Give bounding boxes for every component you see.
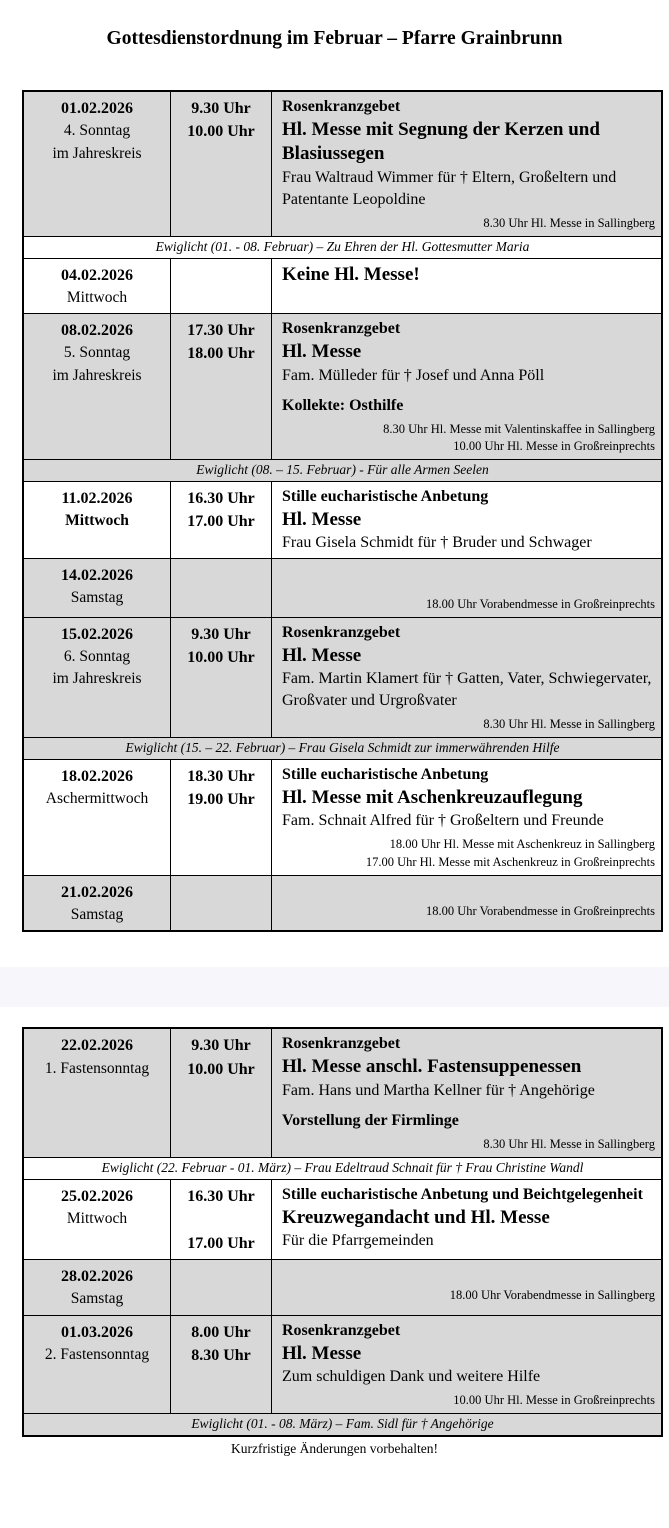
document-page: [0, 28, 669, 1528]
time-cell: [171, 91, 272, 236]
date-subtext: Samstag: [70, 905, 124, 923]
date-text: 11.02.2026: [61, 490, 133, 508]
date-subtext: Mittwoch: [66, 1209, 128, 1227]
content-cell: [272, 1315, 663, 1413]
service-line: Hl. Messe: [282, 341, 362, 363]
ewiglicht-cell: [23, 1157, 662, 1179]
location-note: 8.30 Uhr Hl. Messe in Sallingberg: [483, 1136, 655, 1151]
time-text: 17.00 Uhr: [187, 513, 255, 531]
content-cell: [272, 1028, 663, 1157]
date-text: 01.02.2026: [61, 100, 133, 117]
date-cell: [23, 1315, 171, 1413]
service-line: Hl. Messe mit Segnung der Kerzen und Blasiussegen: [282, 119, 600, 165]
date-text: 08.02.2026: [61, 322, 133, 340]
location-notes: [282, 712, 655, 734]
date-text: 18.02.2026: [61, 767, 133, 785]
date-subtext: 6. Sonntag: [63, 647, 131, 665]
date-subtext: Samstag: [70, 1290, 124, 1308]
service-row: [23, 1028, 662, 1157]
date-text: 15.02.2026: [61, 625, 133, 643]
time-cell: [171, 759, 272, 875]
service-line: Rosenkranzgebet: [282, 1321, 401, 1339]
location-note: 10.00 Uhr Hl. Messe in Großreinprechts: [453, 439, 655, 454]
date-subtext: 5. Sonntag: [63, 344, 131, 362]
date-text: 21.02.2026: [61, 883, 133, 901]
ewiglicht-text: Ewiglicht (15. – 22. Februar) – Frau Gisela Schmidt zur immerwährenden Hilfe: [125, 739, 560, 755]
service-row: [23, 314, 662, 460]
date-cell: [23, 258, 171, 314]
location-notes: [282, 211, 655, 233]
service-line: Frau Gisela Schmidt für † Bruder und Schwager: [282, 534, 592, 552]
time-cell: [171, 314, 272, 460]
ewiglicht-text: Ewiglicht (22. Februar - 01. März) – Frau Edeltraud Schnait für † Frau Christine Wandl: [101, 1159, 584, 1175]
location-notes: [282, 832, 655, 872]
location-note: 18.00 Uhr Vorabendmesse in Großreinprechts: [425, 596, 655, 611]
time-cell: [171, 558, 272, 617]
content-cell: [272, 875, 663, 931]
ewiglicht-row: [23, 236, 662, 258]
date-text: 14.02.2026: [61, 566, 133, 584]
service-line: Für die Pfarrgemeinden: [282, 1231, 434, 1249]
service-line: Fam. Martin Klamert für † Gatten, Vater, Schwiegervater, Großvater und Urgroßvater: [282, 669, 652, 710]
location-notes: [282, 592, 655, 614]
time-cell: [171, 482, 272, 558]
service-line: Rosenkranzgebet: [282, 320, 401, 338]
location-note: 8.30 Uhr Hl. Messe mit Valentinskaffee in Sallingberg: [383, 421, 655, 436]
time-text: 19.00 Uhr: [187, 790, 255, 808]
service-line: Rosenkranzgebet: [282, 623, 401, 641]
service-line: Fam. Mülleder für † Josef und Anna Pöll: [282, 366, 545, 384]
service-line: Hl. Messe: [282, 644, 362, 666]
content-cell: [272, 1259, 663, 1315]
schedule-table-february: [22, 90, 655, 932]
location-notes: [282, 1132, 655, 1154]
date-subtext: Mittwoch: [65, 512, 129, 530]
service-row: [23, 558, 662, 617]
service-line: Hl. Messe anschl. Fastensuppenessen: [282, 1056, 582, 1078]
location-notes: [282, 1283, 655, 1305]
ewiglicht-text: Ewiglicht (01. - 08. März) – Fam. Sidl für † Angehörige: [191, 1415, 494, 1431]
date-cell: [23, 875, 171, 931]
service-row: [23, 258, 662, 314]
footer-note: Kurzfristige Änderungen vorbehalten!: [231, 1440, 438, 1456]
date-cell: [23, 617, 171, 737]
time-text: 17.30 Uhr: [187, 322, 255, 340]
date-text: 28.02.2026: [61, 1267, 133, 1285]
time-cell: [171, 1259, 272, 1315]
service-line: Stille eucharistische Anbetung: [282, 765, 489, 783]
location-note: 18.00 Uhr Vorabendmesse in Großreinprechts: [425, 903, 655, 918]
date-cell: [23, 314, 171, 460]
date-subtext: Samstag: [70, 588, 124, 606]
content-cell: [272, 558, 663, 617]
date-text: 01.03.2026: [61, 1323, 133, 1341]
service-line: Zum schuldigen Dank und weitere Hilfe: [282, 1367, 541, 1385]
service-line: Rosenkranzgebet: [282, 98, 401, 115]
date-cell: [23, 1179, 171, 1259]
date-subtext: im Jahreskreis: [52, 366, 142, 384]
content-cell: [272, 617, 663, 737]
ewiglicht-text: Ewiglicht (08. – 15. Februar) - Für alle Armen Seelen: [196, 462, 489, 478]
service-row: [23, 617, 662, 737]
service-row: [23, 1315, 662, 1413]
time-text: 9.30 Uhr: [191, 1037, 251, 1055]
service-row: [23, 1259, 662, 1315]
content-cell: [272, 258, 663, 314]
time-text: 10.00 Uhr: [187, 1060, 255, 1078]
service-line: Hl. Messe mit Aschenkreuzauflegung: [282, 786, 583, 808]
date-subtext: im Jahreskreis: [52, 670, 142, 688]
location-note: 8.30 Uhr Hl. Messe in Sallingberg: [483, 215, 655, 230]
service-row: [23, 1179, 662, 1259]
time-cell: [171, 617, 272, 737]
time-cell: [171, 258, 272, 314]
date-subtext: Mittwoch: [66, 288, 128, 306]
time-text: 18.30 Uhr: [187, 767, 255, 785]
schedule-table: [22, 90, 663, 932]
service-line: Kreuzwegandacht und Hl. Messe: [282, 1206, 550, 1228]
time-text: 8.30 Uhr: [191, 1346, 251, 1364]
content-cell: [272, 482, 663, 558]
location-notes: [282, 1388, 655, 1410]
time-cell: [171, 1315, 272, 1413]
service-line: Hl. Messe: [282, 509, 362, 531]
date-cell: [23, 1028, 171, 1157]
ewiglicht-row: [23, 737, 662, 759]
ewiglicht-cell: [23, 1413, 662, 1435]
service-line: Keine Hl. Messe!: [282, 263, 420, 285]
ewiglicht-cell: [23, 460, 662, 482]
ewiglicht-cell: [23, 737, 662, 759]
date-text: 22.02.2026: [61, 1037, 133, 1055]
date-text: 04.02.2026: [61, 266, 133, 284]
service-line: Rosenkranzgebet: [282, 1035, 401, 1053]
service-row: [23, 482, 662, 558]
location-note: 18.00 Uhr Vorabendmesse in Sallingberg: [449, 1288, 655, 1303]
service-line: Stille eucharistische Anbetung und Beichtgelegenheit: [282, 1185, 643, 1203]
ewiglicht-row: [23, 1413, 662, 1435]
content-cell: [272, 91, 663, 236]
location-note: 10.00 Uhr Hl. Messe in Großreinprechts: [453, 1393, 655, 1408]
time-text: 8.00 Uhr: [191, 1323, 251, 1341]
service-row: [23, 875, 662, 931]
time-text: 9.30 Uhr: [191, 100, 251, 117]
time-spacer: [173, 1208, 269, 1232]
page-title: Gottesdienstordnung im Februar – Pfarre Grainbrunn: [106, 28, 563, 49]
content-cell: [272, 314, 663, 460]
ewiglicht-text: Ewiglicht (01. - 08. Februar) – Zu Ehren der Hl. Gottesmutter Maria: [155, 238, 530, 254]
page-break-band: [0, 967, 669, 1007]
service-line: Frau Waltraud Wimmer für † Eltern, Großeltern und Patentante Leopoldine: [282, 168, 617, 208]
service-row: [23, 759, 662, 875]
time-text: 17.00 Uhr: [187, 1234, 255, 1252]
service-line: Hl. Messe: [282, 1342, 362, 1364]
ewiglicht-cell: [23, 236, 662, 258]
time-text: 18.00 Uhr: [187, 345, 255, 363]
ewiglicht-row: [23, 1157, 662, 1179]
service-line: Fam. Hans und Martha Kellner für † Angehörige: [282, 1081, 595, 1099]
date-cell: [23, 759, 171, 875]
location-note: 8.30 Uhr Hl. Messe in Sallingberg: [483, 717, 655, 732]
time-text: 10.00 Uhr: [187, 648, 255, 666]
time-cell: [171, 1179, 272, 1259]
schedule-table-march: [22, 1027, 655, 1436]
date-cell: [23, 1259, 171, 1315]
date-cell: [23, 482, 171, 558]
date-subtext: 4. Sonntag: [63, 122, 131, 140]
content-cell: [272, 1179, 663, 1259]
date-cell: [23, 91, 171, 236]
location-note: 18.00 Uhr Hl. Messe mit Aschenkreuz in Sallingberg: [389, 837, 655, 852]
time-text: 16.30 Uhr: [187, 490, 255, 508]
time-cell: [171, 875, 272, 931]
date-subtext: Aschermittwoch: [45, 789, 149, 807]
location-notes: [282, 417, 655, 457]
date-cell: [23, 558, 171, 617]
date-text: 25.02.2026: [61, 1187, 133, 1205]
date-subtext: 2. Fastensonntag: [44, 1345, 150, 1363]
schedule-table: [22, 1027, 663, 1436]
time-text: 9.30 Uhr: [191, 625, 251, 643]
ewiglicht-row: [23, 460, 662, 482]
time-cell: [171, 1028, 272, 1157]
time-text: 10.00 Uhr: [187, 123, 255, 141]
date-subtext: im Jahreskreis: [52, 144, 142, 162]
service-row: [23, 91, 662, 236]
content-cell: [272, 759, 663, 875]
service-line: Vorstellung der Firmlinge: [282, 1111, 459, 1129]
location-notes: [282, 899, 655, 921]
date-subtext: 1. Fastensonntag: [44, 1059, 150, 1077]
service-line: Kollekte: Osthilfe: [282, 396, 404, 414]
service-line: Stille eucharistische Anbetung: [282, 488, 489, 506]
time-text: 16.30 Uhr: [187, 1187, 255, 1205]
service-line: Fam. Schnait Alfred für † Großeltern und Freunde: [282, 812, 604, 830]
location-note: 17.00 Uhr Hl. Messe mit Aschenkreuz in Großreinprechts: [365, 854, 655, 869]
